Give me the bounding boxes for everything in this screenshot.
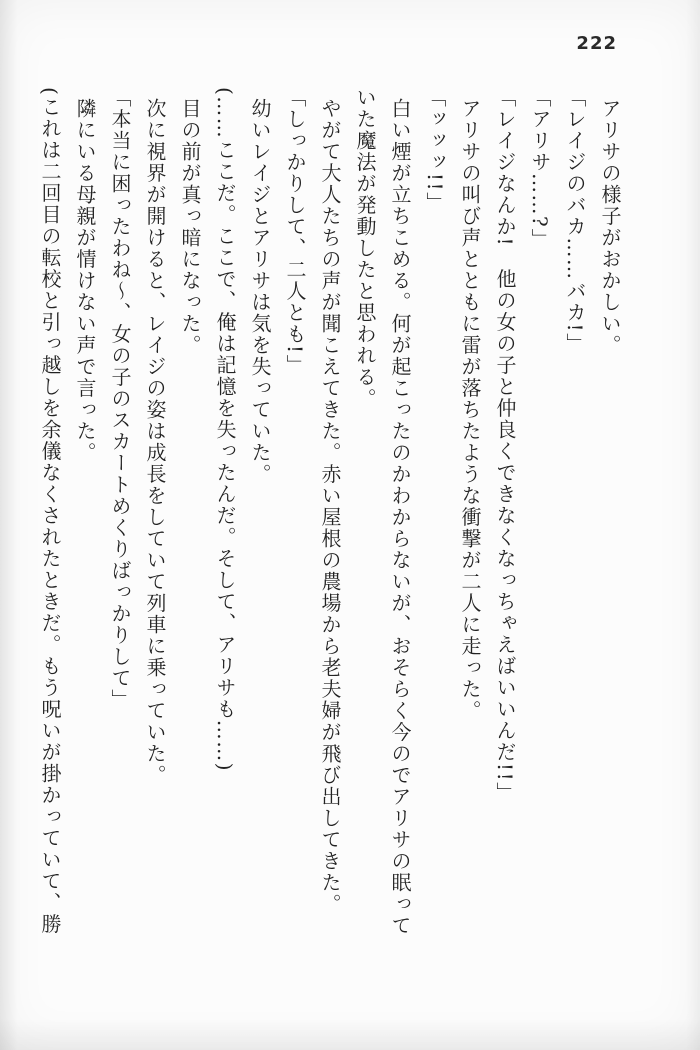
- page-number: 222: [576, 33, 617, 54]
- text-line-12: (……ここだ。ここで、俺は記憶を失ったんだ。そして、アリサも……): [213, 87, 237, 773]
- text-line-2: 「レイジのバカ……バカ!」: [563, 87, 587, 355]
- text-line-11: 幼いレイジとアリサは気を失っていた。: [248, 98, 272, 485]
- text-line-5: アリサの叫び声とともに雷が落ちたような衝撃が二人に走った。: [458, 98, 482, 722]
- text-line-15: 「本当に困ったわね〜、女の子のスカートめくりばっかりして」: [108, 87, 132, 711]
- text-line-4: 「レイジなんか! 他の女の子と仲良くできなくなっちゃえばいいんだ!!」: [493, 87, 517, 804]
- text-line-10: 「しっかりして、二人とも!」: [283, 87, 307, 377]
- page-text-block: [32, 87, 627, 959]
- text-line-13: 目の前が真っ暗になった。: [178, 98, 202, 356]
- text-line-17: (これは二回目の転校と引っ越しを余儀なくされたときだ。もう呪いが掛かっていて、勝: [38, 87, 62, 935]
- text-line-16: 隣にいる母親が情けない声で言った。: [73, 98, 97, 464]
- text-line-14: 次に視界が開けると、レイジの姿は成長をしていて列車に乗っていた。: [143, 98, 167, 786]
- text-line-9: やがて大人たちの声が聞こえてきた。赤い屋根の農場から老夫婦が飛び出してきた。: [318, 98, 342, 915]
- text-line-1: アリサの様子がおかしい。: [598, 98, 622, 356]
- text-line-7: 白い煙が立ちこめる。何が起こったのかわからないが、おそらく今のでアリサの眠って: [388, 98, 412, 937]
- text-line-6: 「ッッッ!!」: [423, 87, 447, 214]
- text-line-3: 「アリサ……?」: [528, 87, 552, 250]
- text-line-8: いた魔法が発動したと思われる。: [353, 87, 377, 410]
